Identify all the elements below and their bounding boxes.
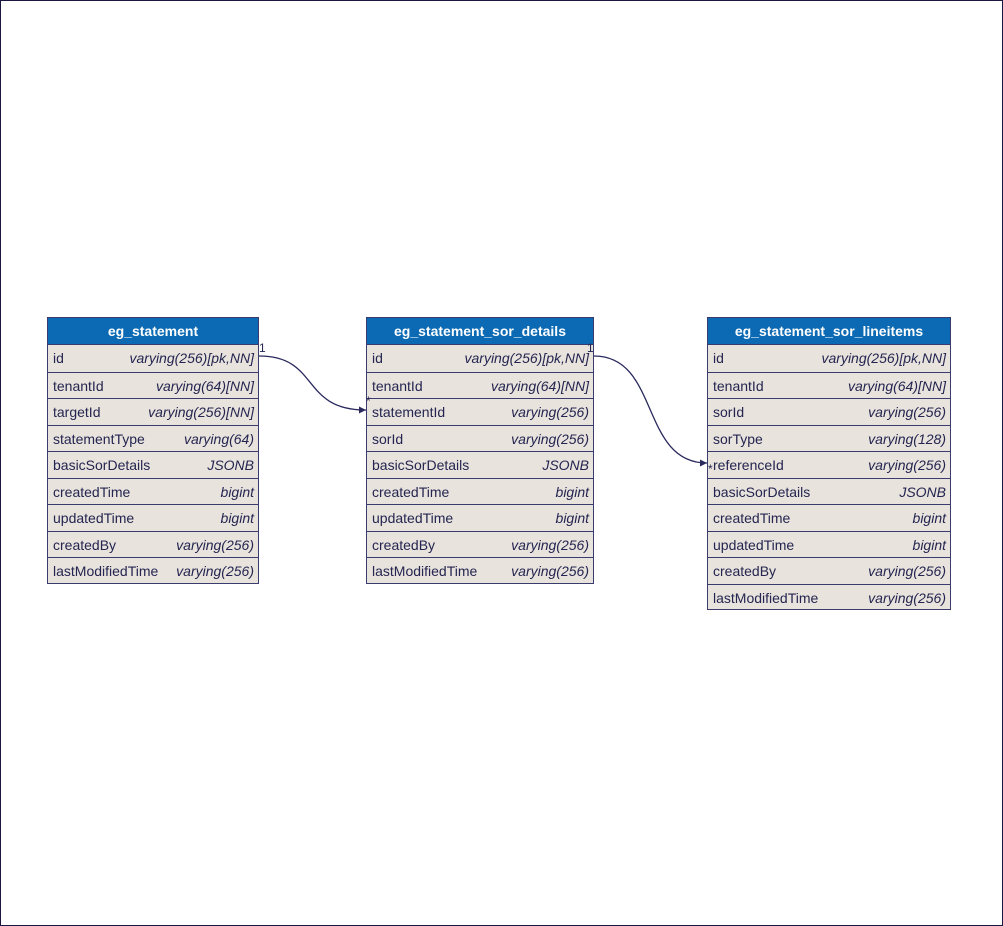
column-type: varying(256)	[511, 536, 589, 553]
column-type: varying(128)	[868, 430, 946, 447]
column-name: createdTime	[53, 483, 131, 500]
column-type: varying(64)[NN]	[847, 377, 946, 394]
arrowhead-icon	[700, 460, 707, 467]
column-name: sorId	[713, 404, 745, 420]
column-type: varying(256)	[511, 404, 589, 420]
column-type: bigint	[555, 510, 589, 526]
column-type: varying(256)	[176, 563, 254, 579]
column-type: varying(64)[NN]	[490, 377, 589, 394]
column-type: varying(256)	[868, 589, 946, 606]
column-name: statementType	[53, 430, 145, 447]
cardinality-label: *	[708, 462, 713, 476]
column-type: varying(256)[pk,NN]	[821, 350, 946, 366]
column-type: JSONB	[542, 457, 589, 473]
column-type: bigint	[220, 483, 254, 500]
column-name: lastModifiedTime	[372, 563, 478, 579]
column-name: updatedTime	[372, 510, 454, 526]
column-name: createdBy	[53, 536, 117, 553]
table-header: eg_statement_sor_details	[367, 318, 593, 345]
column-type: varying(256)	[176, 536, 254, 553]
column-name: tenantId	[713, 377, 764, 394]
column-type: varying(256)	[868, 563, 946, 579]
column-name: lastModifiedTime	[53, 563, 159, 579]
column-name: sorId	[372, 430, 404, 447]
column-type: varying(256)	[511, 563, 589, 579]
table-header: eg_statement_sor_lineitems	[708, 318, 950, 345]
column-name: createdTime	[372, 483, 450, 500]
column-type: varying(64)[NN]	[155, 377, 254, 394]
column-name: basicSorDetails	[713, 483, 811, 500]
column-name: createdTime	[713, 510, 791, 526]
relation-line-details-to-lineitems	[594, 356, 707, 463]
column-name: updatedTime	[53, 510, 135, 526]
column-type: varying(64)	[183, 430, 254, 447]
column-name: basicSorDetails	[372, 457, 470, 473]
column-name: id	[372, 350, 383, 366]
arrowhead-icon	[359, 407, 366, 414]
column-name: referenceId	[713, 457, 784, 473]
column-name: targetId	[53, 404, 101, 420]
cardinality-label: 1	[259, 341, 266, 355]
column-type: JSONB	[899, 483, 946, 500]
column-name: createdBy	[713, 563, 777, 579]
column-type: varying(256)[NN]	[148, 404, 254, 420]
column-name: tenantId	[372, 377, 423, 394]
column-type: bigint	[220, 510, 254, 526]
column-type: varying(256)[pk,NN]	[129, 350, 254, 366]
column-name: basicSorDetails	[53, 457, 151, 473]
cardinality-label: *	[366, 394, 371, 408]
column-type: varying(256)	[868, 457, 946, 473]
column-name: id	[713, 350, 724, 366]
table-header: eg_statement	[48, 318, 258, 345]
column-type: varying(256)[pk,NN]	[464, 350, 589, 366]
column-type: bigint	[555, 483, 589, 500]
column-type: JSONB	[207, 457, 254, 473]
column-name: lastModifiedTime	[713, 589, 819, 606]
column-type: varying(256)	[511, 430, 589, 447]
column-name: sorType	[713, 430, 763, 447]
column-name: id	[53, 350, 64, 366]
column-name: statementId	[372, 404, 446, 420]
column-name: createdBy	[372, 536, 436, 553]
relation-line-statement-to-details	[259, 356, 366, 410]
column-type: varying(256)	[868, 404, 946, 420]
column-name: updatedTime	[713, 536, 795, 553]
column-name: tenantId	[53, 377, 104, 394]
column-type: bigint	[912, 536, 946, 553]
cardinality-label: 1	[587, 341, 594, 355]
column-type: bigint	[912, 510, 946, 526]
